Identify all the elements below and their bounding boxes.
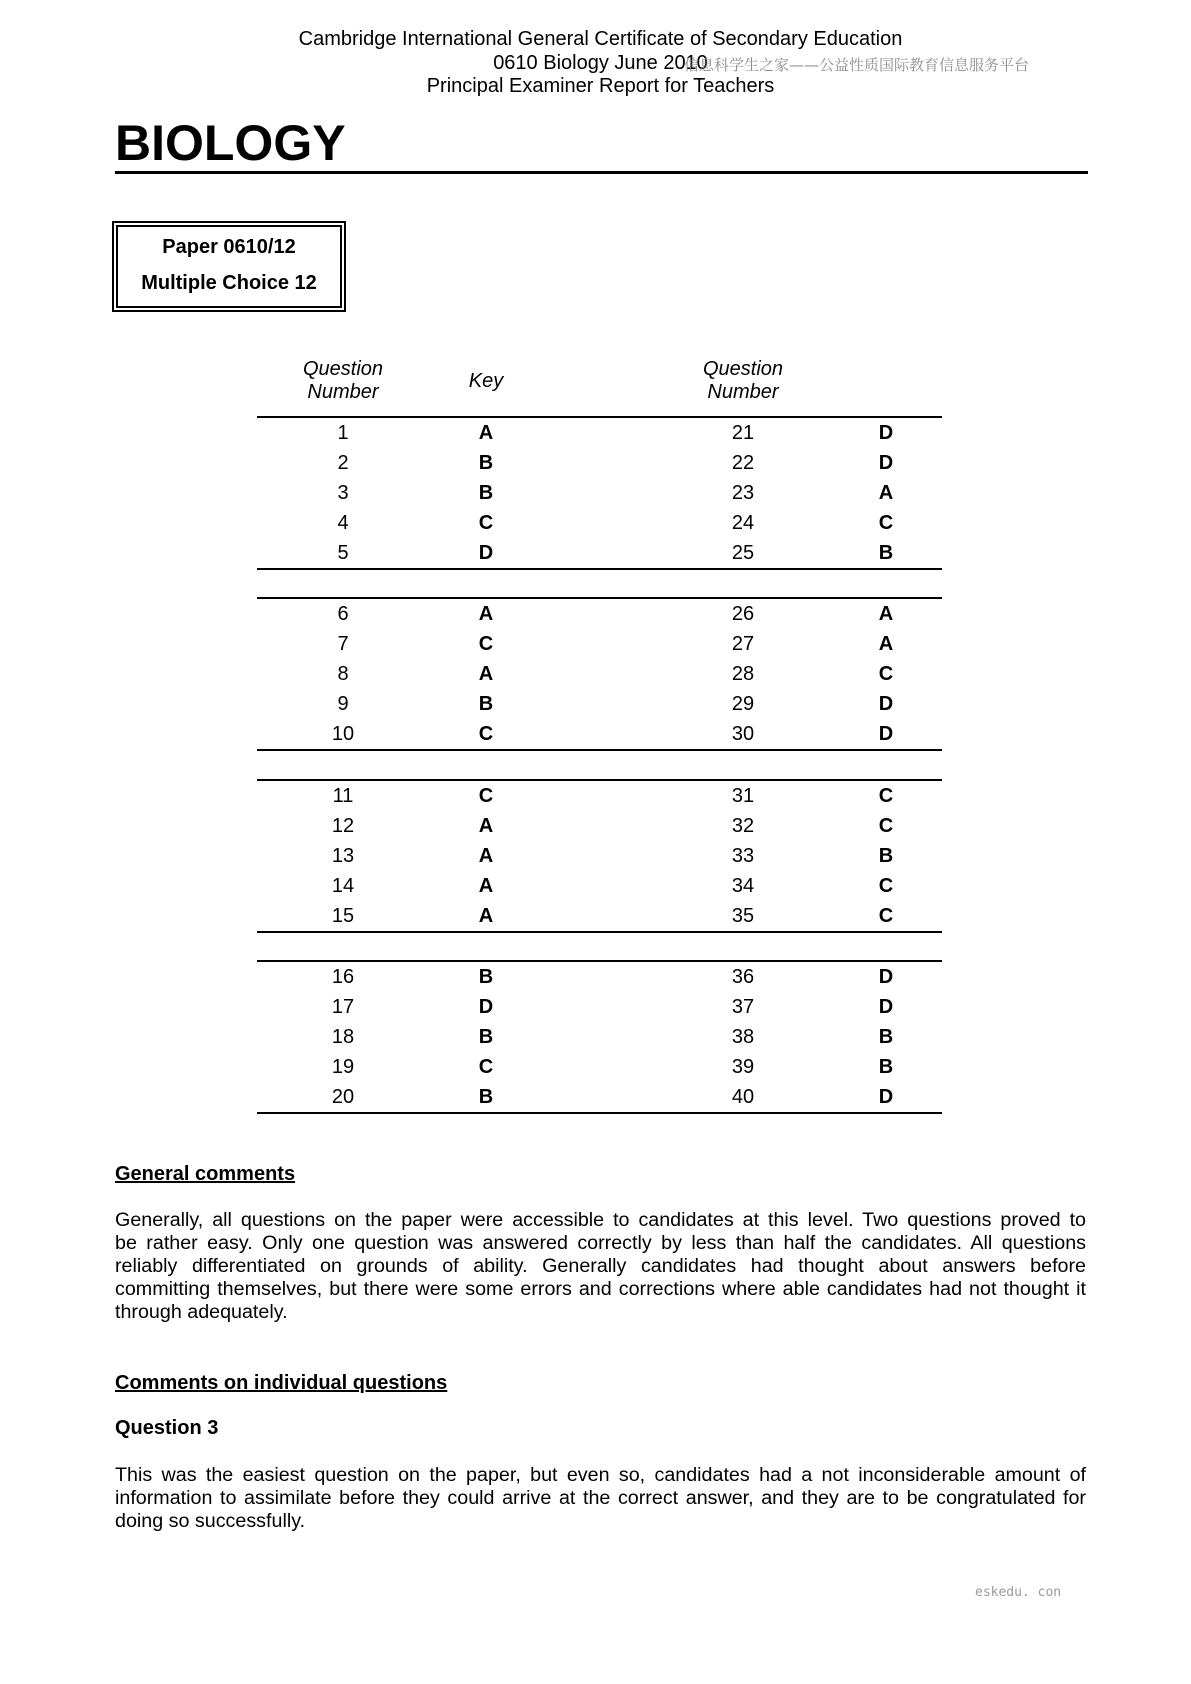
answer-key: B [478,482,494,504]
answer-row [257,871,942,901]
answer-key: D [878,1086,894,1108]
question-number: 36 [731,966,755,988]
answer-key: B [478,693,494,715]
answer-key: D [878,422,894,444]
answer-key: B [878,542,894,564]
answer-row [257,448,942,478]
paper-name: Multiple Choice 12 [141,272,317,294]
answer-key: C [478,785,494,807]
answer-key: A [878,482,894,504]
answer-group [257,960,942,1114]
paper-box [112,221,346,312]
question-number: 4 [337,512,349,534]
question-number: 18 [331,1026,355,1048]
question-number: 2 [337,452,349,474]
answer-key: A [478,845,494,867]
answer-key: B [878,1056,894,1078]
paragraph-line: committing themselves, but there were some errors and corrections where able candidates had not thought it [115,1278,1086,1300]
question-number: 32 [731,815,755,837]
paragraph-line: Generally, all questions on the paper were accessible to candidates at this level. Two questions proved to [115,1209,1086,1231]
answer-key: B [478,1086,494,1108]
question-number: 40 [731,1086,755,1108]
answer-key: D [878,996,894,1018]
answer-key: C [878,875,894,897]
question-number: 31 [731,785,755,807]
answer-key: B [878,1026,894,1048]
answer-key: D [878,966,894,988]
paragraph-line: information to assimilate before they could arrive at the correct answer, and they are to be congratulated for [115,1487,1086,1509]
question-number: 13 [331,845,355,867]
answer-row [257,992,942,1022]
question-number: 28 [731,663,755,685]
question-number: 10 [331,723,355,745]
paragraph-line: This was the easiest question on the paper, but even so, candidates had a not inconsiderable amount of [115,1464,1086,1486]
question-number: 34 [731,875,755,897]
answer-row [257,781,942,811]
question-number: 8 [337,663,349,685]
answer-key: D [878,723,894,745]
answer-key: D [878,693,894,715]
question-number: 22 [731,452,755,474]
question-number: 33 [731,845,755,867]
question-number: 27 [731,633,755,655]
answer-row [257,811,942,841]
answer-row [257,1082,942,1112]
question-3-heading: Question 3 [115,1417,219,1439]
general-comments-paragraph [115,1209,1086,1324]
answer-row [257,418,942,448]
answer-group [257,597,942,751]
header-question-word: Question [302,358,384,380]
individual-comments-heading: Comments on individual questions [115,1372,448,1394]
question-number: 3 [337,482,349,504]
question-number: 39 [731,1056,755,1078]
answer-key: C [878,815,894,837]
question-number: 25 [731,542,755,564]
header-number-word: Number [307,381,379,403]
answer-key: A [478,905,494,927]
question-number: 6 [337,603,349,625]
answer-group [257,779,942,933]
answer-row [257,841,942,871]
answer-key: A [478,663,494,685]
answer-key: C [478,633,494,655]
answer-key: C [478,512,494,534]
question-number: 20 [331,1086,355,1108]
answer-row [257,629,942,659]
question-number: 26 [731,603,755,625]
answer-key: B [478,966,494,988]
paragraph-line: through adequately. [115,1301,288,1323]
header-question-number [263,358,423,404]
question-number: 17 [331,996,355,1018]
answer-row [257,599,942,629]
watermark-bottom: eskedu. con [975,1585,1062,1600]
header-qualification: Cambridge International General Certificate of Secondary Education [298,28,903,50]
answer-key: C [878,663,894,685]
question-number: 12 [331,815,355,837]
answer-key: C [878,512,894,534]
answer-key: C [478,723,494,745]
paper-code: Paper 0610/12 [162,236,296,258]
question-number: 14 [331,875,355,897]
header-key: Key [468,370,504,392]
answer-key: C [478,1056,494,1078]
answer-row [257,538,942,568]
question-number: 24 [731,512,755,534]
answer-key: D [878,452,894,474]
question-number: 35 [731,905,755,927]
watermark-top: 信息科学生之家——公益性质国际教育信息服务平台 [684,56,1030,74]
question-number: 1 [337,422,349,444]
answer-row [257,659,942,689]
question-number: 9 [337,693,349,715]
answer-key: B [878,845,894,867]
header-question-number-2 [663,358,823,404]
header-syllabus: 0610 Biology June 2010 [493,52,708,74]
answer-key: A [878,603,894,625]
answer-key: A [878,633,894,655]
paragraph-line: be rather easy. Only one question was answered correctly by less than half the candidates. All questions [115,1232,1086,1254]
page-title: BIOLOGY [115,115,346,171]
paragraph-line: doing so successfully. [115,1510,306,1532]
general-comments-heading: General comments [115,1163,296,1185]
answer-row [257,478,942,508]
question-number: 19 [331,1056,355,1078]
answer-key: C [878,905,894,927]
answer-row [257,719,942,749]
answer-row [257,1022,942,1052]
question-number: 30 [731,723,755,745]
question-number: 16 [331,966,355,988]
answer-row [257,508,942,538]
answer-row [257,689,942,719]
answer-key: B [478,1026,494,1048]
answer-key: D [478,996,494,1018]
question-number: 15 [331,905,355,927]
question-number: 11 [332,785,354,807]
answer-key: A [478,815,494,837]
paragraph-line: reliably differentiated on grounds of ability. Generally candidates had thought about answers before [115,1255,1086,1277]
question-number: 29 [731,693,755,715]
question-number: 7 [337,633,349,655]
answer-row [257,1052,942,1082]
title-divider [115,171,1088,174]
header-number-word: Number [707,381,779,403]
answer-key: A [478,422,494,444]
header-question-word: Question [702,358,784,380]
question-number: 37 [731,996,755,1018]
answer-row [257,962,942,992]
question-number: 23 [731,482,755,504]
answer-key: C [878,785,894,807]
question-3-paragraph [115,1464,1086,1533]
question-number: 38 [731,1026,755,1048]
answer-row [257,901,942,931]
question-number: 5 [337,542,349,564]
answer-key: A [478,603,494,625]
answer-group [257,416,942,570]
answer-key: D [478,542,494,564]
answer-key: A [478,875,494,897]
question-number: 21 [731,422,755,444]
header-report-type: Principal Examiner Report for Teachers [426,75,775,97]
answer-key: B [478,452,494,474]
